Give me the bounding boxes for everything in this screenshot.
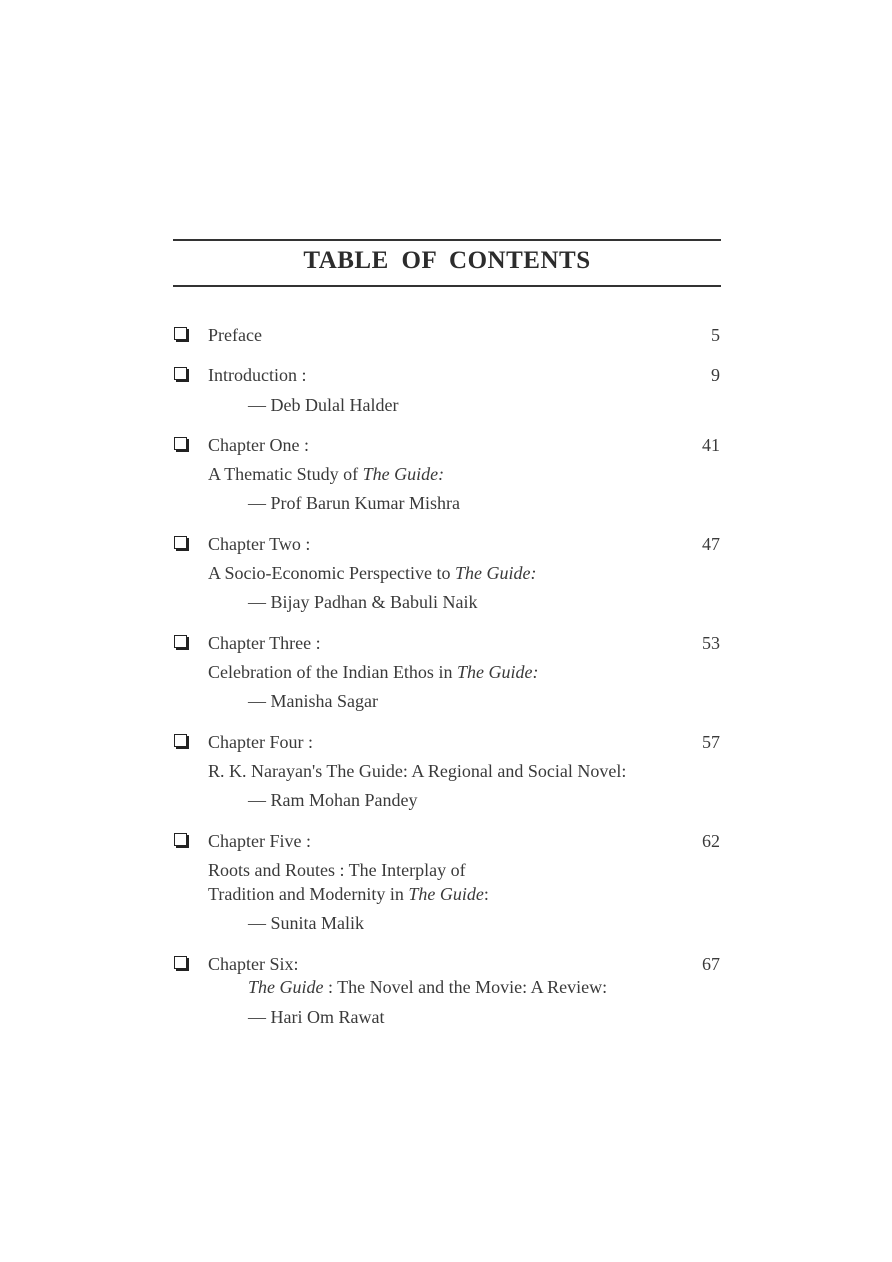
entry-heading — [208, 434, 309, 456]
top-rule — [173, 239, 721, 241]
italic-title-text: The Guide — [248, 977, 324, 997]
italic-title-text: The Guide: — [456, 662, 539, 682]
entry-heading — [208, 830, 311, 852]
entry-heading — [208, 324, 262, 346]
checkbox-bullet-icon — [174, 367, 187, 380]
entry-subtitle — [208, 859, 466, 881]
entry-author — [248, 976, 607, 998]
page-number: 53 — [702, 633, 720, 653]
entry-heading — [208, 953, 299, 975]
page-number: 41 — [702, 435, 720, 455]
checkbox-bullet-icon — [174, 536, 187, 549]
page-number: 47 — [702, 534, 720, 554]
entry-heading — [208, 731, 313, 753]
entry-subtitle — [208, 661, 538, 683]
page-number: 5 — [711, 325, 720, 345]
checkbox-bullet-icon — [174, 437, 187, 450]
entry-author — [248, 1006, 384, 1028]
entry-text: Introduction : — [208, 365, 307, 385]
entry-author — [248, 912, 364, 934]
entry-heading — [208, 364, 306, 386]
entry-text: R. K. Narayan's The Guide: A Regional and Social Novel: — [208, 761, 627, 781]
entry-text: : The Novel and the Movie: A Review: — [323, 977, 608, 997]
italic-title-text: The Guide — [408, 884, 484, 904]
entry-text: — Prof Barun Kumar Mishra — [248, 493, 460, 513]
entry-text: Chapter Three : — [208, 633, 321, 653]
entry-text: — Deb Dulal Halder — [248, 395, 399, 415]
entry-subtitle — [208, 463, 444, 485]
entry-text: — Hari Om Rawat — [248, 1007, 385, 1027]
page-title: TABLE OF CONTENTS — [303, 247, 591, 274]
checkbox-bullet-icon — [174, 734, 187, 747]
entry-text: : — [483, 884, 489, 904]
entry-text: Celebration of the Indian Ethos in — [208, 662, 457, 682]
entry-subtitle — [208, 760, 626, 782]
entry-subtitle — [208, 562, 536, 584]
entry-text: — Manisha Sagar — [248, 691, 378, 711]
entry-author — [248, 591, 477, 613]
entry-subtitle — [208, 883, 489, 905]
checkbox-bullet-icon — [174, 956, 187, 969]
page-number: 67 — [702, 954, 720, 974]
entry-text: Chapter One : — [208, 435, 309, 455]
checkbox-bullet-icon — [174, 635, 187, 648]
entry-author — [248, 394, 398, 416]
entry-text: — Sunita Malik — [248, 913, 364, 933]
entry-author — [248, 492, 460, 514]
entry-text: A Socio-Economic Perspective to — [208, 563, 455, 583]
entry-text: Preface — [208, 325, 262, 345]
entry-heading — [208, 632, 321, 654]
page-number: 62 — [702, 831, 720, 851]
entry-author — [248, 789, 417, 811]
italic-title-text: The Guide: — [454, 563, 537, 583]
entry-heading — [208, 533, 310, 555]
bottom-rule — [173, 285, 721, 287]
italic-title-text: The Guide: — [362, 464, 445, 484]
entry-text: Chapter Four : — [208, 732, 313, 752]
page-number: 9 — [711, 365, 720, 385]
entry-text: Chapter Six: — [208, 954, 299, 974]
checkbox-bullet-icon — [174, 327, 187, 340]
entry-text: Chapter Five : — [208, 831, 311, 851]
entry-text: Tradition and Modernity in — [208, 884, 409, 904]
page-number: 57 — [702, 732, 720, 752]
entry-text: — Bijay Padhan & Babuli Naik — [248, 592, 478, 612]
checkbox-bullet-icon — [174, 833, 187, 846]
entry-author — [248, 690, 378, 712]
entry-text: Chapter Two : — [208, 534, 311, 554]
entry-text: — Ram Mohan Pandey — [248, 790, 418, 810]
entry-text: Roots and Routes : The Interplay of — [208, 860, 466, 880]
entry-text: A Thematic Study of — [208, 464, 363, 484]
